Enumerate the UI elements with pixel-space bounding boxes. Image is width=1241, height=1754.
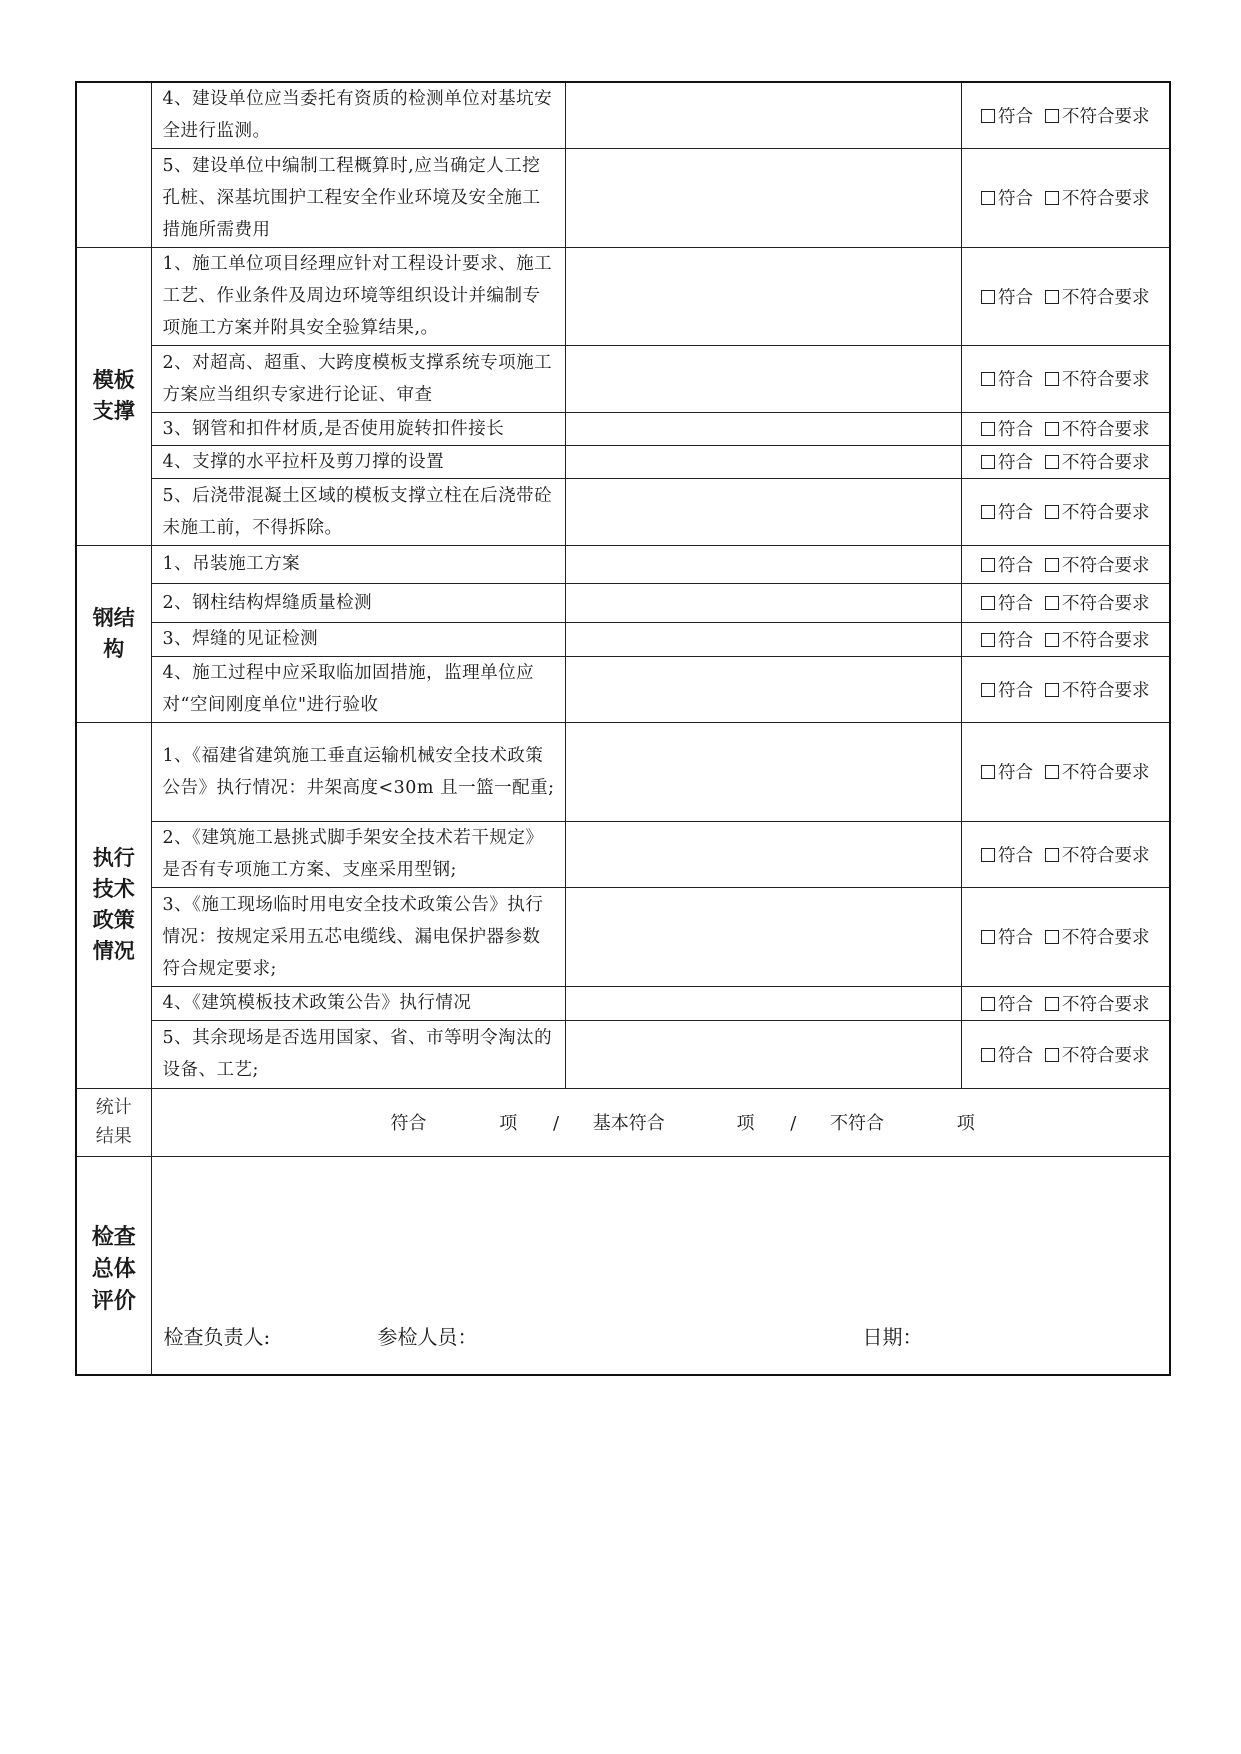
stats-fail-label: 不符合: [830, 1113, 885, 1134]
pass-label: 符合: [998, 453, 1033, 473]
fail-label: 不符合要求: [1062, 630, 1150, 651]
pass-label: 符合: [998, 928, 1033, 948]
pass-label: 符合: [998, 370, 1033, 390]
pass-option[interactable]: [981, 189, 1033, 209]
remark-cell[interactable]: [565, 1020, 961, 1088]
fail-option[interactable]: [1045, 681, 1150, 701]
section-title-policy: [76, 722, 151, 1088]
checkbox-icon[interactable]: [1045, 633, 1059, 647]
checkbox-icon[interactable]: [1045, 372, 1059, 386]
section-title-cell: [76, 82, 151, 247]
pass-option[interactable]: [981, 556, 1033, 576]
section-title-line: 执行: [92, 846, 135, 870]
pass-option[interactable]: [981, 928, 1033, 948]
table-row: [76, 412, 1170, 445]
remark-cell[interactable]: [565, 986, 961, 1020]
table-row: [76, 722, 1170, 821]
checkbox-icon[interactable]: [1045, 290, 1059, 304]
fail-label: 不符合要求: [1062, 370, 1150, 390]
item-text: 1、吊装施工方案: [151, 545, 565, 583]
fail-label: 不符合要求: [1062, 453, 1150, 473]
checkbox-icon[interactable]: [981, 683, 995, 697]
participants-label: 参检人员：: [377, 1324, 478, 1349]
check-cell: [961, 148, 1170, 247]
pass-label: 符合: [998, 630, 1033, 651]
pass-option[interactable]: [981, 420, 1033, 440]
stats-separator: /: [790, 1113, 797, 1134]
item-text: 5、后浇带混凝土区域的模板支撑立柱在后浇带砼未施工前，不得拆除。: [151, 478, 565, 545]
stats-label: [76, 1088, 151, 1156]
check-cell: [961, 345, 1170, 412]
section-title-line: 技术: [92, 877, 135, 901]
fail-label: 不符合要求: [1062, 287, 1150, 308]
item-text: 2、《建筑施工悬挑式脚手架安全技术若干规定》是否有专项施工方案、支座采用型钢;: [151, 821, 565, 887]
item-text: 4、施工过程中应采取临加固措施，监理单位应对“空间刚度单位"进行验收: [151, 656, 565, 722]
fail-label: 不符合要求: [1062, 1045, 1150, 1066]
pass-label: 符合: [998, 106, 1033, 127]
evaluation-row: [76, 1156, 1170, 1375]
table-row: [76, 1020, 1170, 1088]
remark-cell[interactable]: [565, 478, 961, 545]
table-row: [76, 545, 1170, 583]
check-cell: [961, 583, 1170, 622]
check-cell: [961, 656, 1170, 722]
table-row: [76, 345, 1170, 412]
table-row: [76, 148, 1170, 247]
remark-cell[interactable]: [565, 622, 961, 656]
pass-option[interactable]: [981, 370, 1033, 390]
checkbox-icon[interactable]: [1045, 997, 1059, 1011]
checkbox-icon[interactable]: [981, 422, 995, 436]
stats-separator: /: [552, 1113, 560, 1134]
check-cell: [961, 1020, 1170, 1088]
stats-unit: 项: [499, 1113, 518, 1134]
fail-option[interactable]: [1045, 370, 1150, 390]
fail-option[interactable]: [1045, 631, 1150, 651]
fail-option[interactable]: [1045, 1046, 1150, 1066]
pass-label: 符合: [998, 420, 1033, 440]
evaluation-label-line: 检查: [91, 1224, 136, 1250]
pass-label: 符合: [998, 994, 1033, 1015]
item-text: 4、建设单位应当委托有资质的检测单位对基坑安全进行监测。: [151, 82, 565, 148]
item-text: 4、《建筑模板技术政策公告》执行情况: [151, 986, 565, 1020]
checkbox-icon[interactable]: [1045, 683, 1059, 697]
fail-label: 不符合要求: [1062, 928, 1150, 948]
pass-option[interactable]: [981, 763, 1033, 783]
pass-label: 符合: [998, 680, 1033, 701]
fail-label: 不符合要求: [1062, 420, 1150, 440]
fail-option[interactable]: [1045, 288, 1150, 308]
pass-label: 符合: [998, 763, 1033, 783]
check-cell: [961, 82, 1170, 148]
item-text: 2、对超高、超重、大跨度模板支撑系统专项施工方案应当组织专家进行论证、审查: [151, 345, 565, 412]
remark-cell[interactable]: [565, 345, 961, 412]
check-cell: [961, 622, 1170, 656]
fail-label: 不符合要求: [1062, 106, 1150, 127]
fail-label: 不符合要求: [1062, 594, 1150, 614]
fail-option[interactable]: [1045, 594, 1150, 614]
checkbox-icon[interactable]: [1045, 505, 1059, 519]
stats-label-line: 结果: [95, 1126, 132, 1147]
checkbox-icon[interactable]: [981, 505, 995, 519]
pass-option[interactable]: [981, 453, 1033, 473]
remark-cell[interactable]: [565, 545, 961, 583]
remark-cell[interactable]: [565, 445, 961, 478]
checkbox-icon[interactable]: [1045, 930, 1059, 944]
fail-option[interactable]: [1045, 763, 1150, 783]
pass-option[interactable]: [981, 594, 1033, 614]
check-cell: [961, 722, 1170, 821]
table-row: [76, 656, 1170, 722]
checkbox-icon[interactable]: [1045, 596, 1059, 610]
section-title-line: 支撑: [92, 399, 135, 423]
check-cell: [961, 412, 1170, 445]
checkbox-icon[interactable]: [981, 455, 995, 469]
check-cell: [961, 821, 1170, 887]
fail-label: 不符合要求: [1062, 763, 1150, 783]
pass-option[interactable]: [981, 631, 1033, 651]
pass-label: 符合: [998, 1045, 1033, 1066]
pass-option[interactable]: [981, 681, 1033, 701]
table-row: [76, 478, 1170, 545]
section-title-line: 情况: [92, 939, 135, 963]
table-row: [76, 986, 1170, 1020]
check-cell: [961, 247, 1170, 345]
remark-cell[interactable]: [565, 656, 961, 722]
remark-cell[interactable]: [565, 82, 961, 148]
evaluation-box: [152, 1157, 1170, 1374]
evaluation-label-line: 总体: [91, 1256, 136, 1282]
fail-option[interactable]: [1045, 453, 1150, 473]
fail-label: 不符合要求: [1062, 555, 1150, 576]
item-text: 3、焊缝的见证检测: [151, 622, 565, 656]
section-title-line: 模板: [92, 368, 135, 392]
fail-label: 不符合要求: [1062, 503, 1150, 523]
checkbox-icon[interactable]: [1045, 558, 1059, 572]
pass-option[interactable]: [981, 107, 1033, 127]
table-row: [76, 82, 1170, 148]
checkbox-icon[interactable]: [981, 596, 995, 610]
fail-label: 不符合要求: [1062, 845, 1150, 866]
pass-option[interactable]: [981, 846, 1033, 866]
fail-label: 不符合要求: [1062, 680, 1150, 701]
fail-option[interactable]: [1045, 189, 1150, 209]
item-text: 1、《福建省建筑施工垂直运输机械安全技术政策公告》执行情况：井架高度<30m 且一篮一配重;: [151, 722, 565, 821]
fail-option[interactable]: [1045, 556, 1150, 576]
item-text: 4、支撑的水平拉杆及剪刀撑的设置: [151, 445, 565, 478]
fail-option[interactable]: [1045, 420, 1150, 440]
stats-basic-pass-label: 基本符合: [592, 1113, 665, 1134]
evaluation-label: [76, 1156, 151, 1375]
stats-label-line: 统计: [95, 1097, 132, 1118]
pass-option[interactable]: [981, 288, 1033, 308]
fail-option[interactable]: [1045, 928, 1150, 948]
pass-label: 符合: [998, 594, 1033, 614]
check-cell: [961, 478, 1170, 545]
checkbox-icon[interactable]: [1045, 455, 1059, 469]
remark-cell[interactable]: [565, 887, 961, 986]
table-row: [76, 887, 1170, 986]
item-text: 3、《施工现场临时用电安全技术政策公告》执行情况：按规定采用五芯电缆线、漏电保护器参数符合规定要求;: [151, 887, 565, 986]
evaluation-content[interactable]: [151, 1156, 1170, 1375]
pass-option[interactable]: [981, 1046, 1033, 1066]
fail-label: 不符合要求: [1062, 994, 1150, 1015]
pass-label: 符合: [998, 845, 1033, 866]
checkbox-icon[interactable]: [1045, 191, 1059, 205]
fail-option[interactable]: [1045, 503, 1150, 523]
checkbox-icon[interactable]: [1045, 109, 1059, 123]
remark-cell[interactable]: [565, 412, 961, 445]
checkbox-icon[interactable]: [1045, 422, 1059, 436]
checkbox-icon[interactable]: [981, 997, 995, 1011]
checkbox-icon[interactable]: [981, 191, 995, 205]
remark-cell[interactable]: [565, 247, 961, 345]
check-cell: [961, 887, 1170, 986]
pass-label: 符合: [998, 555, 1033, 576]
fail-option[interactable]: [1045, 846, 1150, 866]
item-text: 1、施工单位项目经理应针对工程设计要求、施工工艺、作业条件及周边环境等组织设计并编制专项施工方案并附具安全验算结果,。: [151, 247, 565, 345]
stats-row: [76, 1088, 1170, 1156]
stats-pass-label: 符合: [390, 1113, 427, 1134]
stats-unit: 项: [736, 1113, 755, 1134]
item-text: 3、钢管和扣件材质,是否使用旋转扣件接长: [151, 412, 565, 445]
checkbox-icon[interactable]: [981, 558, 995, 572]
checkbox-icon[interactable]: [981, 848, 995, 862]
section-title-steel: [76, 545, 151, 722]
table-row: [76, 247, 1170, 345]
remark-cell[interactable]: [565, 722, 961, 821]
table-row: [76, 445, 1170, 478]
remark-cell[interactable]: [565, 583, 961, 622]
pass-label: 符合: [998, 287, 1033, 308]
date-label: 日期：: [862, 1324, 923, 1349]
section-title-line: 政策: [92, 908, 135, 932]
checkbox-icon[interactable]: [1045, 1048, 1059, 1062]
evaluation-label-line: 评价: [91, 1288, 136, 1314]
fail-label: 不符合要求: [1062, 189, 1150, 209]
table-row: [76, 821, 1170, 887]
checkbox-icon[interactable]: [1045, 848, 1059, 862]
pass-option[interactable]: [981, 995, 1033, 1015]
checkbox-icon[interactable]: [981, 372, 995, 386]
fail-option[interactable]: [1045, 995, 1150, 1015]
checkbox-icon[interactable]: [981, 633, 995, 647]
section-title-line: 构: [103, 636, 125, 661]
check-cell: [961, 986, 1170, 1020]
checkbox-icon[interactable]: [1045, 765, 1059, 779]
table-row: [76, 583, 1170, 622]
stats-unit: 项: [956, 1113, 975, 1134]
section-title-formwork: [76, 247, 151, 545]
item-text: 5、其余现场是否选用国家、省、市等明令淘汰的设备、工艺;: [151, 1020, 565, 1088]
checkbox-icon[interactable]: [981, 109, 995, 123]
remark-cell[interactable]: [565, 148, 961, 247]
checkbox-icon[interactable]: [981, 290, 995, 304]
pass-label: 符合: [998, 189, 1033, 209]
item-text: 5、建设单位中编制工程概算时,应当确定人工挖孔桩、深基坑围护工程安全作业环境及安全施工措施所需费用: [151, 148, 565, 247]
remark-cell[interactable]: [565, 821, 961, 887]
check-cell: [961, 545, 1170, 583]
fail-option[interactable]: [1045, 107, 1150, 127]
inspector-label: 检查负责人:: [163, 1324, 271, 1349]
pass-option[interactable]: [981, 503, 1033, 523]
checkbox-icon[interactable]: [981, 930, 995, 944]
inspection-table: [75, 81, 1171, 1376]
item-text: 2、钢柱结构焊缝质量检测: [151, 583, 565, 622]
stats-summary: [151, 1088, 1170, 1156]
section-title-line: 钢结: [92, 605, 135, 630]
checkbox-icon[interactable]: [981, 1048, 995, 1062]
pass-label: 符合: [998, 503, 1033, 523]
table-row: [76, 622, 1170, 656]
check-cell: [961, 445, 1170, 478]
checkbox-icon[interactable]: [981, 765, 995, 779]
